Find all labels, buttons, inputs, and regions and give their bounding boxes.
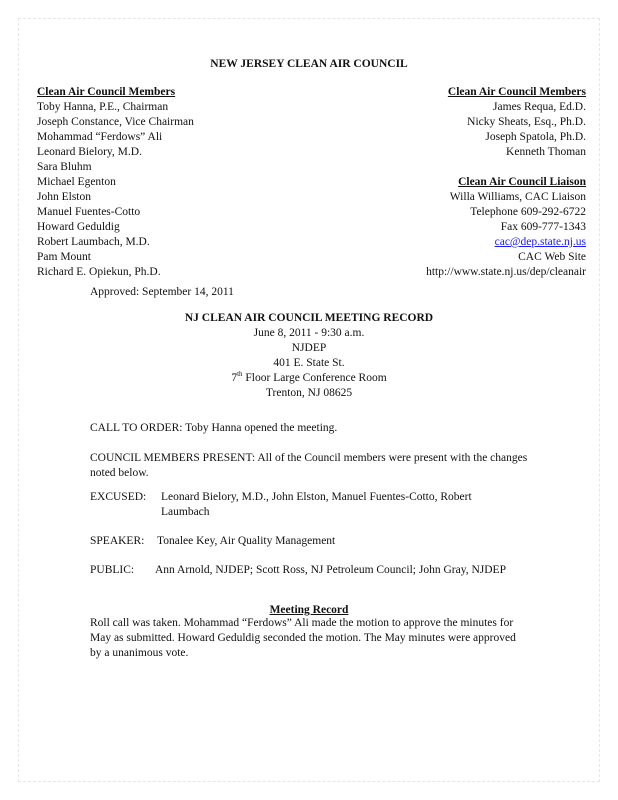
- meeting-room: [0, 371, 618, 386]
- public-section: [90, 563, 530, 578]
- call-to-order: CALL TO ORDER: Toby Hanna opened the meeting.: [90, 422, 338, 434]
- speaker-label: SPEAKER:: [90, 535, 145, 547]
- liaison-email-link[interactable]: cac@dep.state.nj.us: [494, 236, 586, 248]
- left-members-header: Clean Air Council Members: [37, 86, 176, 98]
- member-name: Mohammad “Ferdows” Ali: [37, 131, 163, 143]
- member-name: Manuel Fuentes-Cotto: [37, 206, 141, 218]
- web-site-url: http://www.state.nj.us/dep/cleanair: [426, 266, 586, 278]
- member-name: Michael Egenton: [37, 176, 116, 188]
- member-name: Sara Bluhm: [37, 161, 92, 173]
- floor-number: 7: [231, 372, 238, 384]
- meeting-record-heading: Meeting Record: [269, 604, 349, 616]
- public-text: Ann Arnold, NJDEP; Scott Ross, NJ Petroleum Council; John Gray, NJDEP: [155, 564, 506, 576]
- floor-ordinal: th: [237, 370, 243, 379]
- excused-section: [90, 490, 530, 520]
- meeting-date-time: June 8, 2011 - 9:30 a.m.: [253, 327, 365, 339]
- speaker-section: [90, 534, 530, 549]
- document-title: NEW JERSEY CLEAN AIR COUNCIL: [210, 58, 408, 70]
- speaker-text: Tonalee Key, Air Quality Management: [157, 535, 336, 547]
- excused-line: Laumbach: [161, 506, 210, 518]
- members-present: COUNCIL MEMBERS PRESENT: All of the Council members were present with the changes noted below.: [90, 452, 528, 479]
- left-member-list: [37, 85, 194, 280]
- floor-room: Floor Large Conference Room: [242, 372, 387, 384]
- member-name: Kenneth Thoman: [506, 146, 586, 158]
- excused-label: EXCUSED:: [90, 491, 147, 503]
- member-name: James Requa, Ed.D.: [493, 101, 586, 113]
- meeting-street: 401 E. State St.: [273, 357, 345, 369]
- member-name: Howard Geduldig: [37, 221, 120, 233]
- public-label: PUBLIC:: [90, 564, 135, 576]
- liaison-name: Willa Williams, CAC Liaison: [449, 191, 586, 203]
- member-name: Joseph Constance, Vice Chairman: [37, 116, 194, 128]
- right-members-header: Clean Air Council Members: [447, 86, 586, 98]
- roll-call-paragraph: Roll call was taken. Mohammad “Ferdows” Ali made the motion to approve the minutes for May as submitted. Howard Geduldig seconded the motion. The May minutes were approved by a unanimous vote.: [90, 617, 516, 659]
- liaison-telephone: Telephone 609-292-6722: [470, 206, 586, 218]
- liaison-header: Clean Air Council Liaison: [458, 176, 586, 188]
- member-name: Joseph Spatola, Ph.D.: [485, 131, 586, 143]
- member-name: Nicky Sheats, Esq., Ph.D.: [467, 116, 586, 128]
- excused-line: Leonard Bielory, M.D., John Elston, Manuel Fuentes-Cotto, Robert: [161, 491, 472, 503]
- meeting-record-title: NJ CLEAN AIR COUNCIL MEETING RECORD: [184, 312, 434, 324]
- meeting-organization: NJDEP: [291, 342, 327, 354]
- liaison-fax: Fax 609-777-1343: [500, 221, 586, 233]
- right-member-list: [426, 85, 586, 280]
- meeting-info-block: [0, 311, 618, 401]
- spacer: [426, 160, 586, 175]
- meeting-city: Trenton, NJ 08625: [265, 387, 353, 399]
- web-site-label: CAC Web Site: [518, 251, 586, 263]
- approval-date: Approved: September 14, 2011: [90, 286, 234, 298]
- member-name: John Elston: [37, 191, 91, 203]
- member-name: Pam Mount: [37, 251, 91, 263]
- member-name: Toby Hanna, P.E., Chairman: [37, 101, 169, 113]
- excused-names: [161, 490, 472, 520]
- member-name: Robert Laumbach, M.D.: [37, 236, 150, 248]
- member-name: Richard E. Opiekun, Ph.D.: [37, 266, 161, 278]
- member-name: Leonard Bielory, M.D.: [37, 146, 142, 158]
